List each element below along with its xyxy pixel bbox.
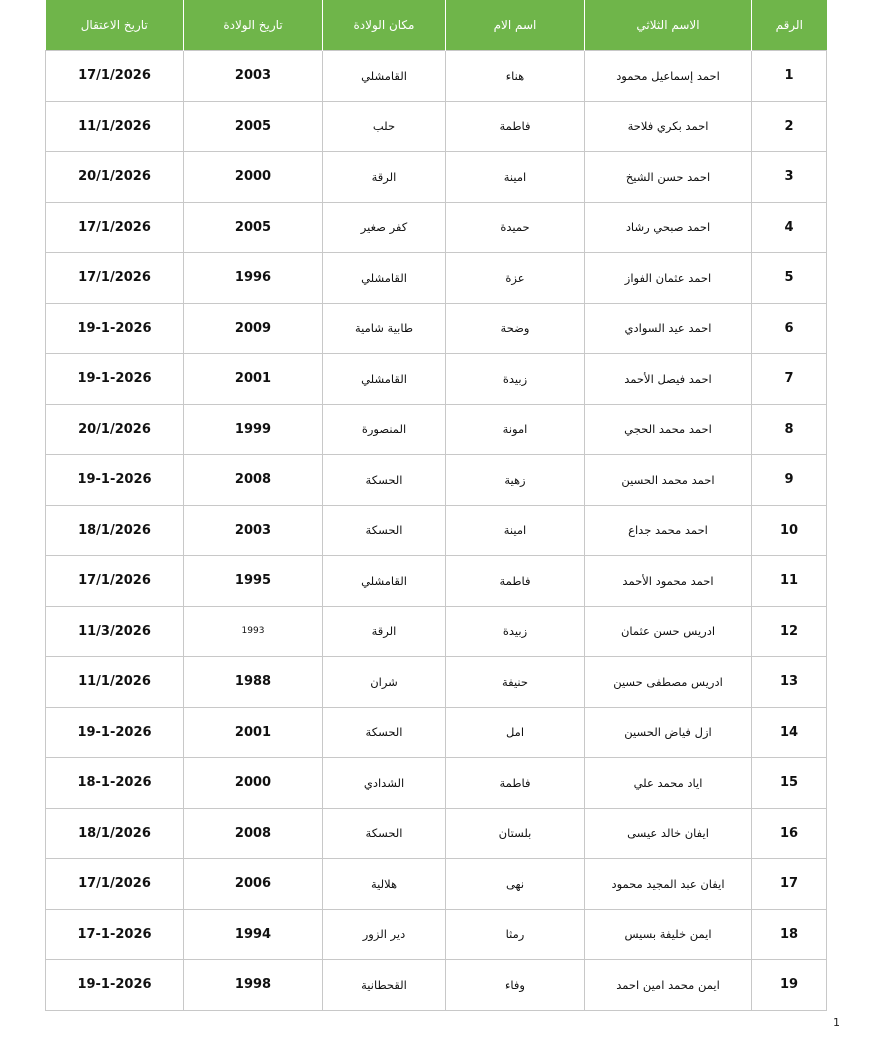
table-row — [46, 960, 827, 1011]
cell-birth-place: المنصورة — [323, 404, 446, 455]
cell-arrest-date: 19-1-2026 — [46, 707, 184, 758]
cell-mother-name: زبيدة — [446, 606, 585, 657]
cell-birth-place: طابية شامية — [323, 303, 446, 354]
cell-arrest-date: 17/1/2026 — [46, 859, 184, 910]
cell-full-name: احمد بكري فلاحة — [585, 101, 752, 152]
cell-row-number: 15 — [752, 758, 827, 809]
table-row — [46, 51, 827, 102]
cell-arrest-date: 19-1-2026 — [46, 455, 184, 506]
cell-birth-year: 2008 — [184, 455, 323, 506]
cell-birth-place: دير الزور — [323, 909, 446, 960]
cell-full-name: ايفان عبد المجيد محمود — [585, 859, 752, 910]
cell-full-name: ادريس مصطفى حسين — [585, 657, 752, 708]
table-row — [46, 505, 827, 556]
page-number: 1 — [833, 1016, 840, 1029]
cell-full-name: ايمن محمد امين احمد — [585, 960, 752, 1011]
cell-row-number: 13 — [752, 657, 827, 708]
cell-row-number: 9 — [752, 455, 827, 506]
cell-arrest-date: 17/1/2026 — [46, 253, 184, 304]
cell-birth-place: الحسكة — [323, 808, 446, 859]
cell-full-name: احمد محمد الحجي — [585, 404, 752, 455]
cell-arrest-date: 17/1/2026 — [46, 202, 184, 253]
header-mother-name: اسم الام — [446, 0, 585, 51]
table-row — [46, 152, 827, 203]
cell-arrest-date: 18/1/2026 — [46, 505, 184, 556]
cell-row-number: 11 — [752, 556, 827, 607]
cell-birth-year: 2006 — [184, 859, 323, 910]
cell-birth-year: 2005 — [184, 202, 323, 253]
cell-birth-place: الحسكة — [323, 455, 446, 506]
cell-full-name: احمد حسن الشيخ — [585, 152, 752, 203]
cell-birth-place: الرقة — [323, 606, 446, 657]
cell-birth-year: 1988 — [184, 657, 323, 708]
table-row — [46, 707, 827, 758]
cell-mother-name: بلستان — [446, 808, 585, 859]
cell-birth-place: هلالية — [323, 859, 446, 910]
cell-birth-place: الشدادي — [323, 758, 446, 809]
cell-full-name: ازل فياض الحسين — [585, 707, 752, 758]
cell-mother-name: امل — [446, 707, 585, 758]
cell-arrest-date: 20/1/2026 — [46, 152, 184, 203]
cell-birth-year: 2003 — [184, 51, 323, 102]
table-row — [46, 253, 827, 304]
cell-birth-place: كفر صغير — [323, 202, 446, 253]
cell-full-name: احمد عيد السوادي — [585, 303, 752, 354]
table-row — [46, 455, 827, 506]
header-number: الرقم — [752, 0, 827, 51]
cell-birth-year: 1993 — [184, 606, 323, 657]
table-header-row — [46, 0, 827, 51]
cell-birth-place: الحسكة — [323, 707, 446, 758]
cell-birth-year: 2000 — [184, 152, 323, 203]
header-birth-date: تاريخ الولادة — [184, 0, 323, 51]
cell-arrest-date: 17-1-2026 — [46, 909, 184, 960]
header-birth-place: مكان الولادة — [323, 0, 446, 51]
cell-birth-year: 2008 — [184, 808, 323, 859]
cell-birth-year: 1998 — [184, 960, 323, 1011]
cell-arrest-date: 18/1/2026 — [46, 808, 184, 859]
cell-row-number: 17 — [752, 859, 827, 910]
cell-arrest-date: 19-1-2026 — [46, 354, 184, 405]
cell-mother-name: زهية — [446, 455, 585, 506]
cell-mother-name: حنيفة — [446, 657, 585, 708]
cell-arrest-date: 19-1-2026 — [46, 960, 184, 1011]
cell-row-number: 3 — [752, 152, 827, 203]
cell-arrest-date: 20/1/2026 — [46, 404, 184, 455]
cell-mother-name: فاطمة — [446, 101, 585, 152]
cell-full-name: احمد عثمان الفواز — [585, 253, 752, 304]
table-row — [46, 808, 827, 859]
cell-full-name: احمد محمود الأحمد — [585, 556, 752, 607]
cell-full-name: احمد محمد الحسين — [585, 455, 752, 506]
cell-arrest-date: 11/1/2026 — [46, 101, 184, 152]
cell-row-number: 4 — [752, 202, 827, 253]
cell-birth-year: 1995 — [184, 556, 323, 607]
cell-row-number: 18 — [752, 909, 827, 960]
cell-birth-place: القامشلي — [323, 354, 446, 405]
cell-mother-name: امينة — [446, 505, 585, 556]
cell-birth-place: القامشلي — [323, 556, 446, 607]
cell-birth-year: 2003 — [184, 505, 323, 556]
cell-birth-year: 2000 — [184, 758, 323, 809]
cell-birth-place: القامشلي — [323, 253, 446, 304]
cell-full-name: ايفان خالد عيسى — [585, 808, 752, 859]
cell-arrest-date: 17/1/2026 — [46, 556, 184, 607]
cell-birth-place: الرقة — [323, 152, 446, 203]
cell-row-number: 6 — [752, 303, 827, 354]
cell-birth-place: شران — [323, 657, 446, 708]
cell-mother-name: وضحة — [446, 303, 585, 354]
cell-birth-year: 1996 — [184, 253, 323, 304]
detainee-list-table-container — [45, 0, 826, 1011]
header-arrest-date: تاريخ الاعتقال — [46, 0, 184, 51]
cell-arrest-date: 19-1-2026 — [46, 303, 184, 354]
cell-birth-place: الحسكة — [323, 505, 446, 556]
cell-full-name: احمد إسماعيل محمود — [585, 51, 752, 102]
cell-row-number: 12 — [752, 606, 827, 657]
cell-row-number: 14 — [752, 707, 827, 758]
cell-arrest-date: 11/1/2026 — [46, 657, 184, 708]
cell-mother-name: وفاء — [446, 960, 585, 1011]
cell-mother-name: زبيدة — [446, 354, 585, 405]
table-row — [46, 404, 827, 455]
cell-birth-place: القامشلي — [323, 51, 446, 102]
cell-mother-name: عزة — [446, 253, 585, 304]
table-row — [46, 556, 827, 607]
cell-mother-name: حميدة — [446, 202, 585, 253]
table-row — [46, 909, 827, 960]
header-full-name: الاسم الثلاثي — [585, 0, 752, 51]
cell-birth-place: القحطانية — [323, 960, 446, 1011]
table-row — [46, 303, 827, 354]
cell-row-number: 10 — [752, 505, 827, 556]
cell-row-number: 19 — [752, 960, 827, 1011]
cell-full-name: احمد فيصل الأحمد — [585, 354, 752, 405]
cell-birth-year: 1999 — [184, 404, 323, 455]
cell-arrest-date: 18-1-2026 — [46, 758, 184, 809]
cell-row-number: 7 — [752, 354, 827, 405]
cell-mother-name: رمثا — [446, 909, 585, 960]
cell-mother-name: فاطمة — [446, 758, 585, 809]
cell-row-number: 2 — [752, 101, 827, 152]
table-row — [46, 859, 827, 910]
table-row — [46, 101, 827, 152]
table-row — [46, 606, 827, 657]
table-row — [46, 758, 827, 809]
table-row — [46, 354, 827, 405]
table-row — [46, 657, 827, 708]
cell-arrest-date: 11/3/2026 — [46, 606, 184, 657]
cell-row-number: 16 — [752, 808, 827, 859]
cell-birth-year: 2005 — [184, 101, 323, 152]
cell-mother-name: هناء — [446, 51, 585, 102]
cell-row-number: 1 — [752, 51, 827, 102]
cell-full-name: احمد محمد جداع — [585, 505, 752, 556]
cell-full-name: ادريس حسن عثمان — [585, 606, 752, 657]
cell-full-name: ايمن خليفة بسيس — [585, 909, 752, 960]
table-row — [46, 202, 827, 253]
cell-birth-year: 2001 — [184, 707, 323, 758]
detainee-table — [45, 0, 827, 1011]
cell-full-name: اياد محمد علي — [585, 758, 752, 809]
cell-row-number: 8 — [752, 404, 827, 455]
cell-mother-name: امينة — [446, 152, 585, 203]
cell-arrest-date: 17/1/2026 — [46, 51, 184, 102]
cell-mother-name: نهى — [446, 859, 585, 910]
cell-birth-year: 2009 — [184, 303, 323, 354]
cell-birth-year: 2001 — [184, 354, 323, 405]
cell-full-name: احمد صبحي رشاد — [585, 202, 752, 253]
cell-mother-name: امونة — [446, 404, 585, 455]
cell-birth-year: 1994 — [184, 909, 323, 960]
cell-mother-name: فاطمة — [446, 556, 585, 607]
cell-row-number: 5 — [752, 253, 827, 304]
cell-birth-place: حلب — [323, 101, 446, 152]
